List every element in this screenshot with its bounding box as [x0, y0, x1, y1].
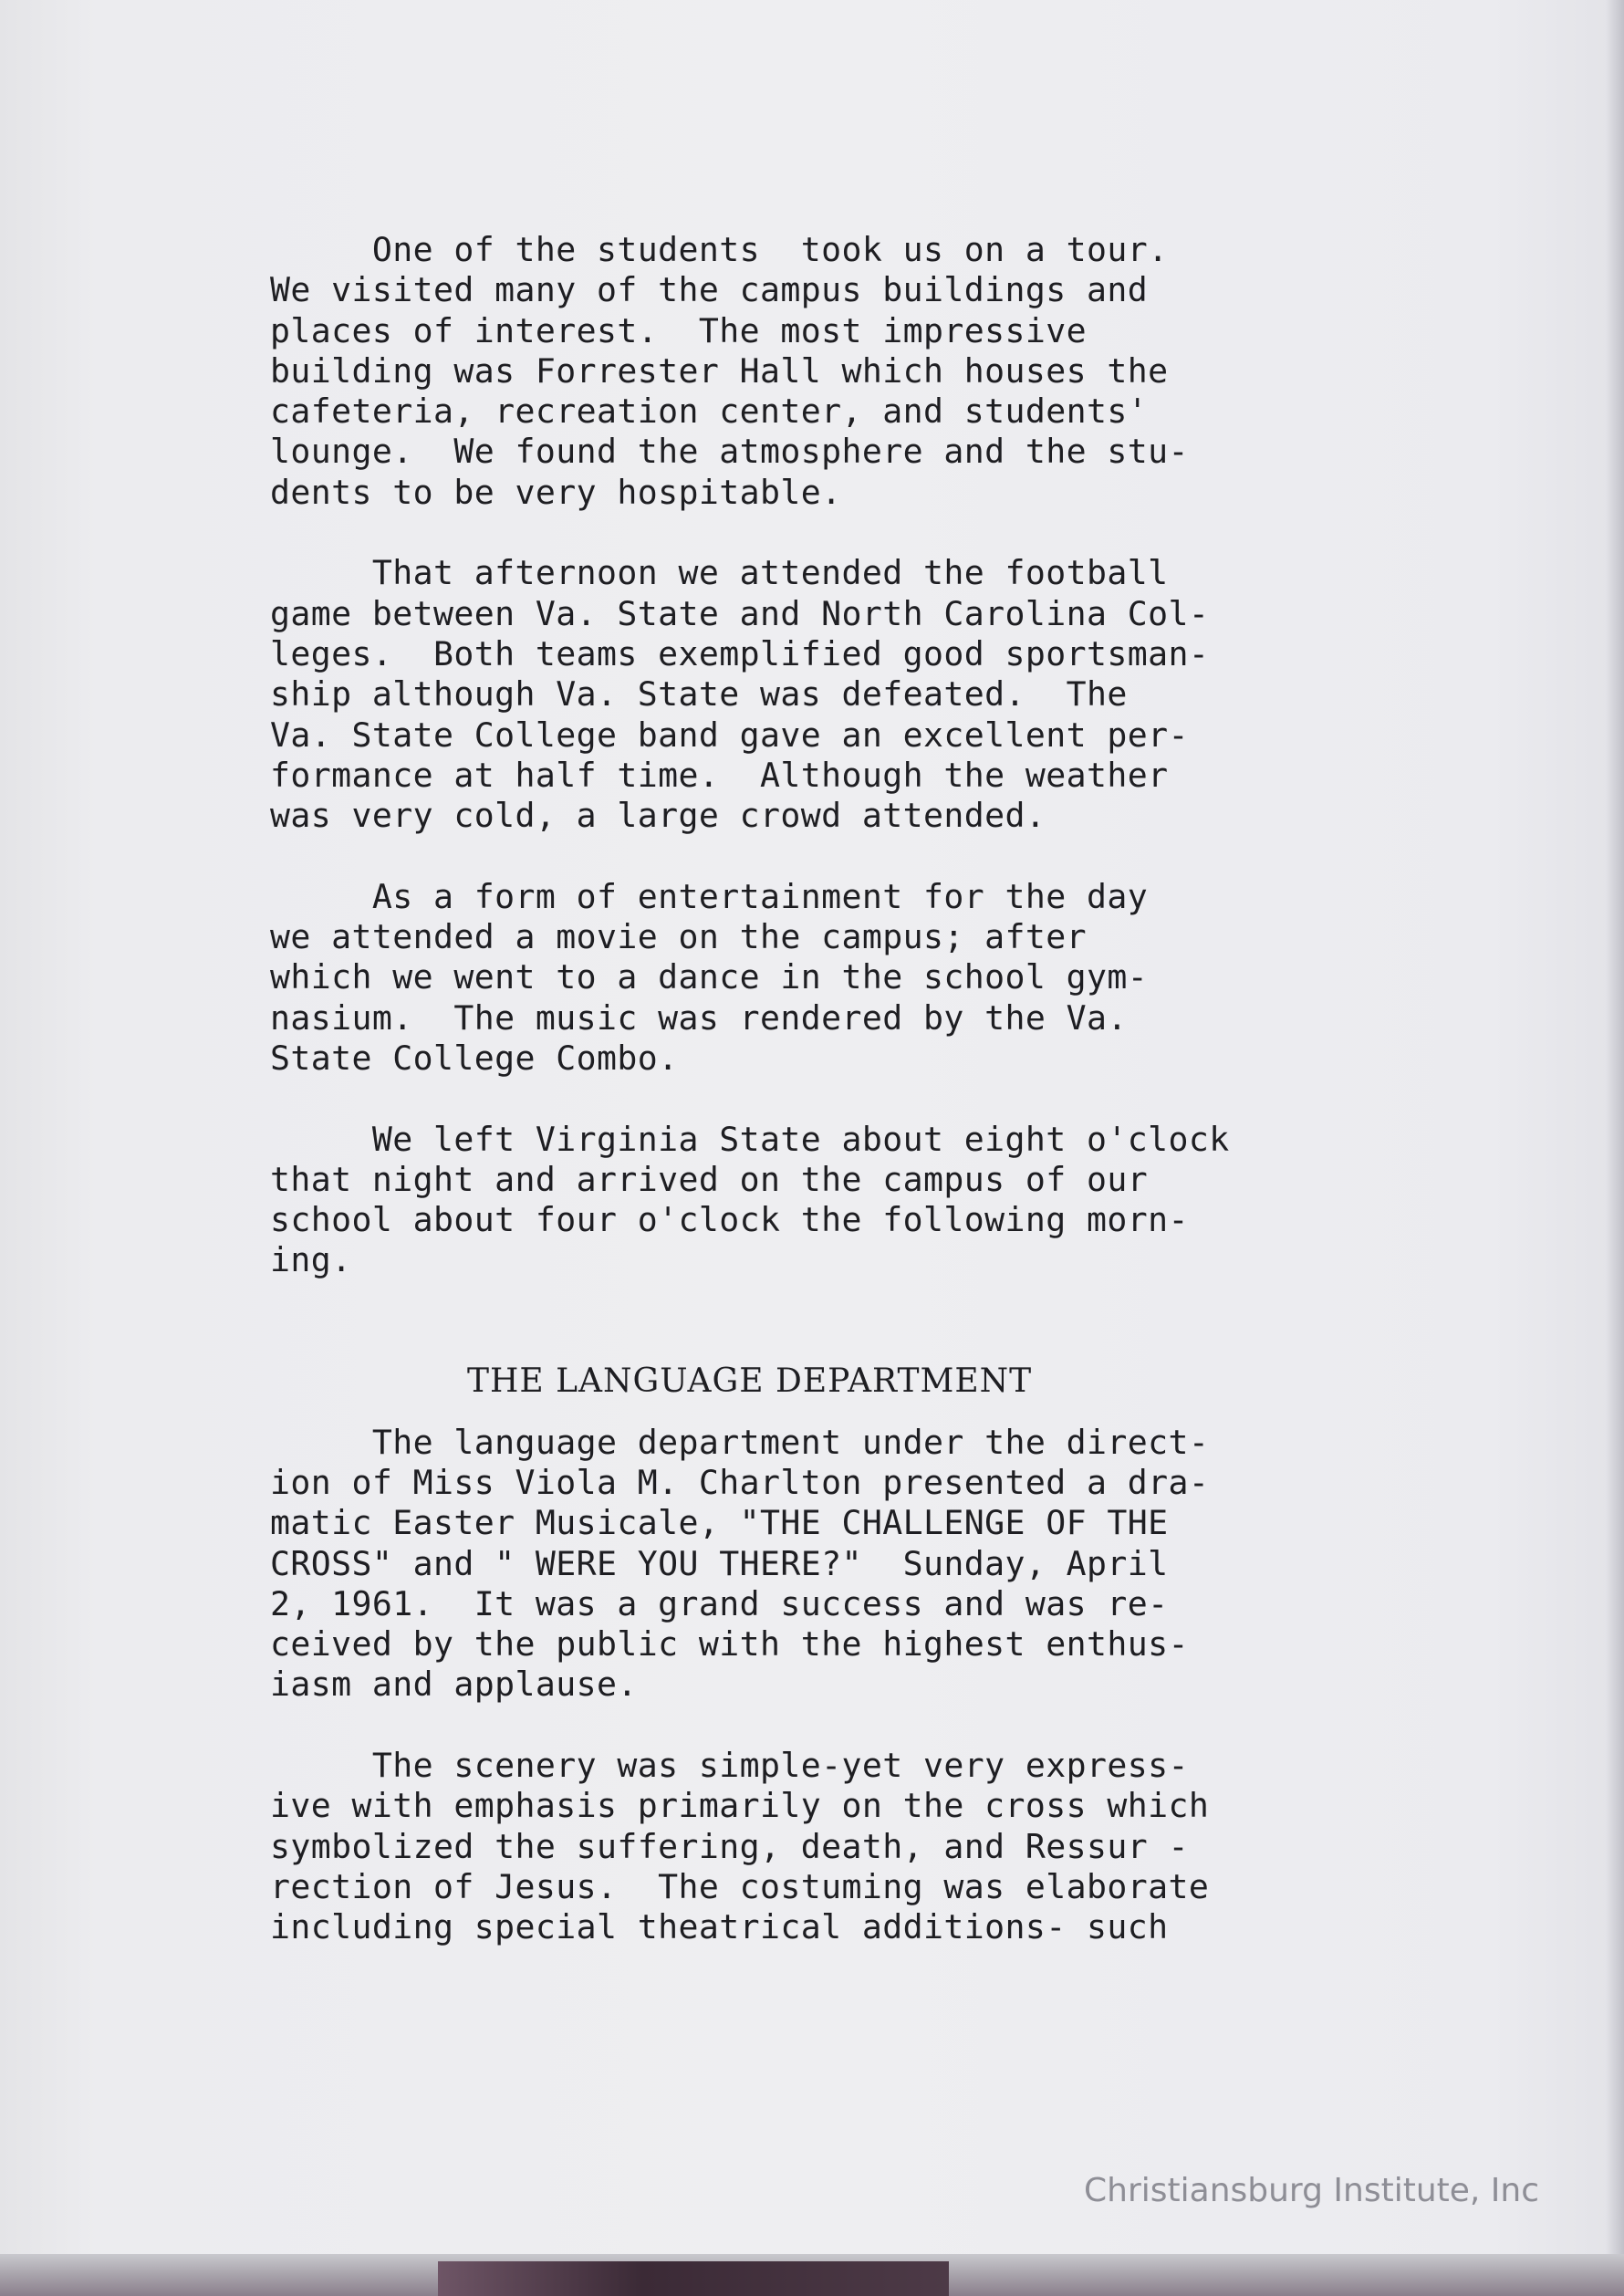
- paragraph-gap: [270, 1403, 1456, 1423]
- section-heading: THE LANGUAGE DEPARTMENT: [467, 1362, 1033, 1401]
- paragraph: [270, 553, 1456, 836]
- text-line: including special theatrical additions- such: [270, 1907, 1169, 1947]
- text-line: which we went to a dance in the school gym-: [270, 957, 1149, 997]
- paragraph: [270, 877, 1456, 1079]
- text-line: was very cold, a large crowd attended.: [270, 796, 1046, 836]
- text-line: dents to be very hospitable.: [270, 472, 842, 512]
- page-edge-shadow: [1606, 0, 1624, 2254]
- paragraph: [270, 1423, 1456, 1706]
- paragraph-gap: [270, 1281, 1456, 1321]
- text-line: nasium. The music was rendered by the Va.: [270, 997, 1128, 1038]
- text-line: That afternoon we attended the football: [270, 553, 1169, 593]
- text-line: building was Forrester Hall which houses the: [270, 350, 1169, 391]
- text-line: matic Easter Musicale, "THE CHALLENGE OF THE: [270, 1503, 1169, 1543]
- paragraph-gap: [270, 836, 1456, 876]
- text-line: One of the students took us on a tour.: [270, 230, 1169, 269]
- text-line: CROSS" and " WERE YOU THERE?" Sunday, April: [270, 1543, 1169, 1583]
- text-line: ceived by the public with the highest enthus-: [270, 1624, 1189, 1665]
- paragraph-gap: [270, 1706, 1456, 1746]
- text-line: game between Va. State and North Carolina Col-: [270, 593, 1210, 633]
- watermark: Christiansburg Institute, Inc: [1084, 2172, 1540, 2209]
- paragraph: [270, 1120, 1456, 1281]
- text-line: ship although Va. State was defeated. The: [270, 674, 1128, 715]
- text-line: We left Virginia State about eight o'clock: [270, 1119, 1230, 1159]
- text-line: that night and arrived on the campus of our: [270, 1159, 1149, 1199]
- text-line: ing.: [270, 1240, 352, 1280]
- text-line: Va. State College band gave an excellent per-: [270, 715, 1189, 755]
- typed-text-body: [270, 230, 1456, 1947]
- paragraph: [270, 230, 1456, 513]
- text-line: cafeteria, recreation center, and students': [270, 391, 1149, 432]
- text-line: school about four o'clock the following morn-: [270, 1200, 1189, 1240]
- paragraph: [270, 1746, 1456, 1947]
- text-line: The scenery was simple-yet very express-: [270, 1745, 1189, 1785]
- text-line: lounge. We found the atmosphere and the stu-: [270, 432, 1189, 472]
- text-line: State College Combo.: [270, 1038, 679, 1078]
- text-line: rection of Jesus. The costuming was elaborate: [270, 1866, 1210, 1906]
- text-line: places of interest. The most impressive: [270, 310, 1087, 350]
- paragraph-gap: [270, 513, 1456, 553]
- text-line: ive with emphasis primarily on the cross which: [270, 1786, 1210, 1826]
- text-line: iasm and applause.: [270, 1665, 638, 1705]
- text-line: 2, 1961. It was a grand success and was re-: [270, 1583, 1169, 1623]
- text-line: We visited many of the campus buildings and: [270, 270, 1149, 310]
- text-line: As a form of entertainment for the day: [270, 876, 1149, 916]
- text-line: leges. Both teams exemplified good sportsman-: [270, 633, 1210, 673]
- text-line: symbolized the suffering, death, and Ressur -: [270, 1826, 1189, 1866]
- scan-edge-dark-band: [438, 2261, 949, 2296]
- text-line: we attended a movie on the campus; after: [270, 917, 1087, 957]
- text-line: ion of Miss Viola M. Charlton presented a dra-: [270, 1462, 1210, 1502]
- paragraph-gap: [270, 1079, 1456, 1119]
- text-line: formance at half time. Although the weather: [270, 755, 1169, 795]
- text-line: The language department under the direct-: [270, 1422, 1210, 1462]
- scan-bottom-edge: [0, 2254, 1624, 2296]
- paragraph-gap: [270, 1321, 1456, 1362]
